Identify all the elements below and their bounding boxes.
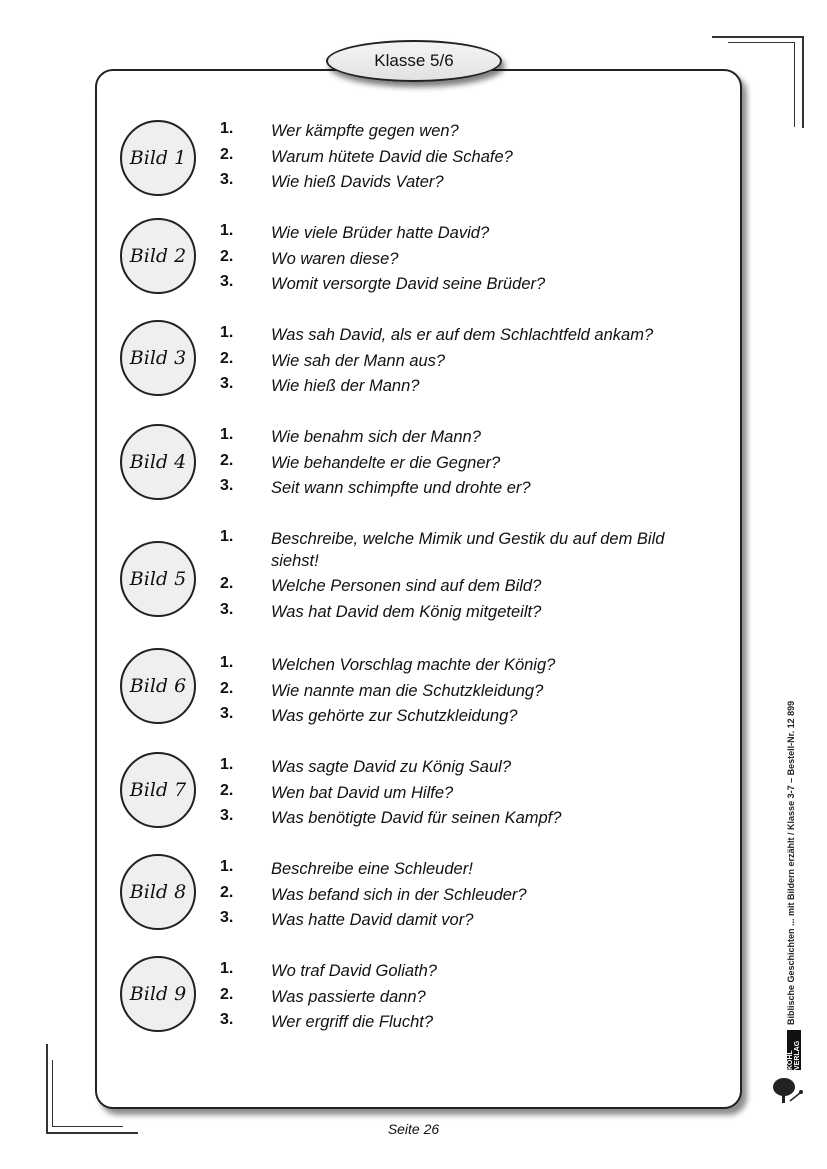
bild-badge: Bild 4 [120,424,196,500]
question-text: Wie behandelte er die Gegner? [271,453,501,472]
question-number: 2. [220,145,234,163]
bild-badge: Bild 2 [120,218,196,294]
question-text: Beschreibe, welche Mimik und Gestik du auf dem Bild siehst! [271,530,665,570]
bild-badge: Bild 5 [120,541,196,617]
question-number: 3. [220,1011,234,1029]
question-item [0,960,827,986]
question-item [0,986,827,1012]
question-item [0,601,827,627]
question-text: Wie benahm sich der Mann? [271,428,481,446]
question-item [0,350,827,376]
sidebar-vertical-text: Biblische Geschichten ... mit Bildern erzählt / Klasse 3-7 – Bestell-Nr. 12 899 [786,700,796,1025]
question-item [0,477,827,503]
question-number: 1. [220,654,234,671]
bild-badge: Bild 7 [120,752,196,828]
question-item [0,324,827,350]
publisher-logo: KOHL VERLAG [787,1030,801,1070]
question-text: Was sagte David zu König Saul? [271,758,511,776]
question-number: 3. [220,909,234,927]
question-item [0,171,827,197]
question-item [0,705,827,731]
question-item [0,452,827,478]
question-item [0,222,827,248]
question-text: Wo traf David Goliath? [271,962,437,980]
question-text: Was hat David dem König mitgeteilt? [271,602,542,621]
question-number: 2. [220,985,234,1003]
question-number: 3. [220,807,234,825]
question-item [0,858,827,884]
question-text: Wie nannte man die Schutzkleidung? [271,681,544,700]
question-number: 2. [220,781,234,799]
question-item [0,273,827,299]
question-number: 3. [220,600,234,618]
question-text: Beschreibe eine Schleuder! [271,860,473,878]
question-text: Wer ergriff die Flucht? [271,1013,434,1032]
question-item [0,120,827,146]
question-text: Was befand sich in der Schleuder? [271,885,527,904]
question-number: 1. [220,324,234,341]
question-number: 3. [220,477,234,495]
question-item [0,375,827,401]
question-text: Wen bat David um Hilfe? [271,783,454,802]
question-text: Welche Personen sind auf dem Bild? [271,577,542,595]
question-item [0,756,827,782]
question-item [0,248,827,274]
question-text: Was hatte David damit vor? [271,911,474,930]
question-number: 1. [220,426,234,443]
question-number: 1. [220,120,234,137]
bild-badge: Bild 9 [120,956,196,1032]
question-text: Welchen Vorschlag machte der König? [271,656,556,674]
question-number: 2. [220,883,234,901]
question-number: 1. [220,960,234,977]
question-item [0,426,827,452]
question-number: 3. [220,273,234,291]
question-number: 2. [220,679,234,697]
question-number: 2. [220,451,234,469]
question-text: Wie sah der Mann aus? [271,351,446,370]
question-number: 3. [220,705,234,723]
question-item [0,528,827,570]
question-number: 1. [220,222,234,239]
bild-badge: Bild 6 [120,648,196,724]
page-number: Seite 26 [387,1121,440,1137]
question-number: 2. [220,247,234,265]
question-item [0,909,827,935]
question-text: Was sah David, als er auf dem Schlachtfeld ankam? [271,326,654,344]
question-number: 1. [220,528,234,545]
page-title: Klasse 5/6 [326,40,502,82]
question-item [0,575,827,601]
bild-badge: Bild 3 [120,320,196,396]
bild-badge: Bild 8 [120,854,196,930]
question-text: Wie hieß der Mann? [271,377,420,396]
question-text: Womit versorgte David seine Brüder? [271,275,546,294]
question-text: Seit wann schimpfte und drohte er? [271,479,531,498]
question-item [0,884,827,910]
question-text: Was passierte dann? [271,987,426,1006]
bild-badge: Bild 1 [120,120,196,196]
question-number: 1. [220,858,234,875]
question-number: 1. [220,756,234,773]
question-text: Was gehörte zur Schutzkleidung? [271,707,518,726]
question-number: 2. [220,349,234,367]
question-item [0,146,827,172]
question-item [0,807,827,833]
question-number: 3. [220,375,234,393]
question-text: Wie viele Brüder hatte David? [271,224,490,242]
tree-icon [770,1075,810,1105]
question-text: Was benötigte David für seinen Kampf? [271,809,562,828]
question-number: 2. [220,575,234,592]
question-text: Wer kämpfte gegen wen? [271,122,459,140]
question-number: 3. [220,171,234,189]
question-item [0,654,827,680]
question-text: Wie hieß Davids Vater? [271,173,444,192]
question-item [0,782,827,808]
question-text: Wo waren diese? [271,249,399,268]
question-text: Warum hütete David die Schafe? [271,147,513,166]
question-item [0,680,827,706]
question-item [0,1011,827,1037]
